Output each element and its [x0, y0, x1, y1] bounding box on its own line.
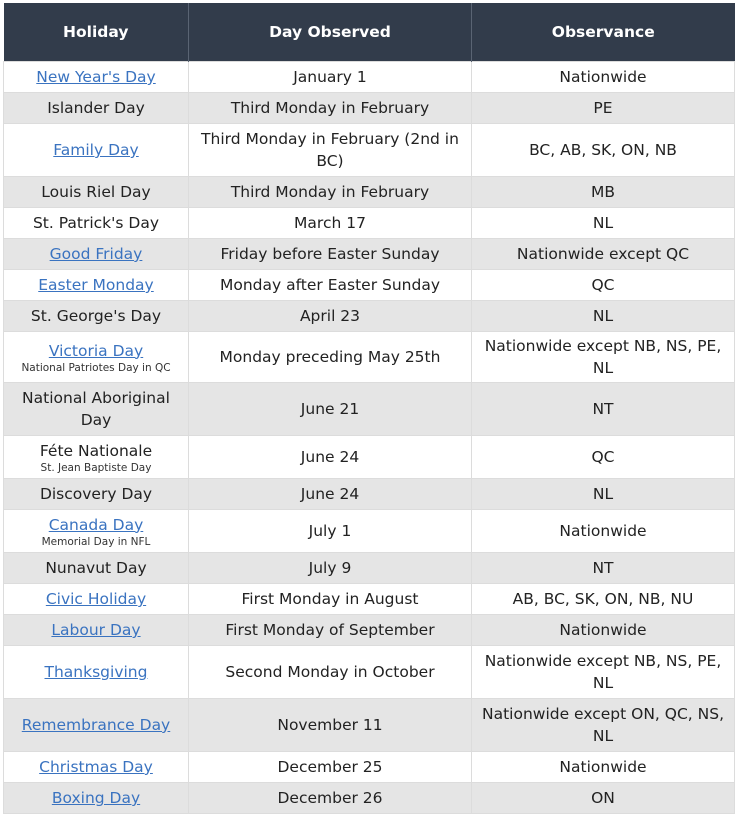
holiday-cell	[4, 584, 189, 615]
holiday-link[interactable]: Victoria Day	[48, 341, 144, 360]
observance-cell: Nationwide except ON, QC, NS, NL	[472, 699, 735, 752]
holiday-cell	[4, 270, 189, 301]
observance-cell: NL	[472, 301, 735, 332]
day-observed-cell: June 24	[189, 436, 472, 479]
day-observed-cell: Third Monday in February	[189, 177, 472, 208]
holiday-cell	[4, 615, 189, 646]
table-row	[4, 62, 735, 93]
observance-cell: Nationwide	[472, 615, 735, 646]
header-day-observed: Day Observed	[189, 3, 472, 62]
holiday-link[interactable]: New Year's Day	[36, 68, 156, 86]
table-row	[4, 270, 735, 301]
holiday-link[interactable]: Good Friday	[49, 245, 143, 263]
holiday-link[interactable]: Christmas Day	[39, 758, 153, 776]
day-observed-cell: Second Monday in October	[189, 646, 472, 699]
holiday-cell	[4, 783, 189, 814]
observance-cell: NL	[472, 479, 735, 510]
holiday-name: St. Patrick's Day	[32, 214, 160, 232]
holiday-cell	[4, 124, 189, 177]
day-observed-cell: December 26	[189, 783, 472, 814]
header-observance: Observance	[472, 3, 735, 62]
table-row	[4, 510, 735, 553]
table-row	[4, 93, 735, 124]
holiday-cell	[4, 383, 189, 436]
observance-cell: AB, BC, SK, ON, NB, NU	[472, 584, 735, 615]
holiday-cell	[4, 553, 189, 584]
day-observed-cell: First Monday in August	[189, 584, 472, 615]
holiday-cell	[4, 699, 189, 752]
holiday-cell	[4, 332, 189, 383]
holiday-cell	[4, 510, 189, 553]
holiday-cell	[4, 62, 189, 93]
holiday-link[interactable]: Canada Day	[48, 515, 144, 534]
holiday-cell	[4, 93, 189, 124]
day-observed-cell: December 25	[189, 752, 472, 783]
holiday-link[interactable]: Easter Monday	[38, 276, 154, 294]
holiday-cell	[4, 301, 189, 332]
observance-cell: Nationwide except NB, NS, PE, NL	[472, 332, 735, 383]
observance-cell: QC	[472, 270, 735, 301]
day-observed-cell: Monday preceding May 25th	[189, 332, 472, 383]
observance-cell: QC	[472, 436, 735, 479]
table-row	[4, 436, 735, 479]
holiday-cell	[4, 239, 189, 270]
observance-cell: Nationwide except NB, NS, PE, NL	[472, 646, 735, 699]
holiday-link[interactable]: Labour Day	[51, 621, 141, 639]
day-observed-cell: July 9	[189, 553, 472, 584]
holiday-cell	[4, 646, 189, 699]
holiday-cell	[4, 436, 189, 479]
day-observed-cell: January 1	[189, 62, 472, 93]
table-row	[4, 752, 735, 783]
observance-cell: Nationwide	[472, 62, 735, 93]
table-row	[4, 124, 735, 177]
holiday-link[interactable]: Remembrance Day	[21, 716, 171, 734]
observance-cell: BC, AB, SK, ON, NB	[472, 124, 735, 177]
holiday-link[interactable]: Civic Holiday	[45, 590, 147, 608]
observance-cell: ON	[472, 783, 735, 814]
holiday-cell	[4, 208, 189, 239]
observance-cell: Nationwide	[472, 752, 735, 783]
header-holiday: Holiday	[4, 3, 189, 62]
table-row	[4, 479, 735, 510]
holiday-link[interactable]: Thanksgiving	[44, 663, 148, 681]
day-observed-cell: First Monday of September	[189, 615, 472, 646]
observance-cell: Nationwide	[472, 510, 735, 553]
observance-cell: Nationwide except QC	[472, 239, 735, 270]
table-row	[4, 177, 735, 208]
holiday-cell	[4, 479, 189, 510]
day-observed-cell: June 21	[189, 383, 472, 436]
observance-cell: PE	[472, 93, 735, 124]
holiday-name: St. George's Day	[30, 307, 162, 325]
holiday-note: National Patriotes Day in QC	[21, 361, 171, 374]
day-observed-cell: Third Monday in February	[189, 93, 472, 124]
day-observed-cell: Friday before Easter Sunday	[189, 239, 472, 270]
observance-cell: MB	[472, 177, 735, 208]
holiday-name: Féte Nationale	[39, 441, 153, 460]
holiday-link[interactable]: Family Day	[53, 141, 139, 159]
table-row	[4, 646, 735, 699]
day-observed-cell: July 1	[189, 510, 472, 553]
table-row	[4, 332, 735, 383]
observance-cell: NL	[472, 208, 735, 239]
holiday-table-container	[3, 3, 735, 814]
holiday-link[interactable]: Boxing Day	[51, 789, 141, 807]
observance-cell: NT	[472, 553, 735, 584]
observance-cell: NT	[472, 383, 735, 436]
holiday-cell	[4, 752, 189, 783]
day-observed-cell: April 23	[189, 301, 472, 332]
table-row	[4, 383, 735, 436]
day-observed-cell: November 11	[189, 699, 472, 752]
holiday-cell	[4, 177, 189, 208]
holiday-name: National Aboriginal Day	[22, 389, 170, 429]
table-row	[4, 301, 735, 332]
table-row	[4, 615, 735, 646]
holiday-note: Memorial Day in NFL	[41, 535, 151, 548]
table-row	[4, 584, 735, 615]
day-observed-cell: Third Monday in February (2nd in BC)	[189, 124, 472, 177]
holiday-name: Nunavut Day	[45, 559, 147, 577]
day-observed-cell: June 24	[189, 479, 472, 510]
table-row	[4, 699, 735, 752]
table-row	[4, 783, 735, 814]
table-row	[4, 239, 735, 270]
table-row	[4, 553, 735, 584]
holiday-note: St. Jean Baptiste Day	[40, 461, 152, 474]
table-header-row	[4, 3, 735, 62]
day-observed-cell: March 17	[189, 208, 472, 239]
table-row	[4, 208, 735, 239]
day-observed-cell: Monday after Easter Sunday	[189, 270, 472, 301]
holiday-name: Islander Day	[47, 99, 145, 117]
holiday-name: Discovery Day	[39, 485, 153, 503]
holiday-name: Louis Riel Day	[41, 183, 151, 201]
holiday-table	[3, 3, 735, 814]
